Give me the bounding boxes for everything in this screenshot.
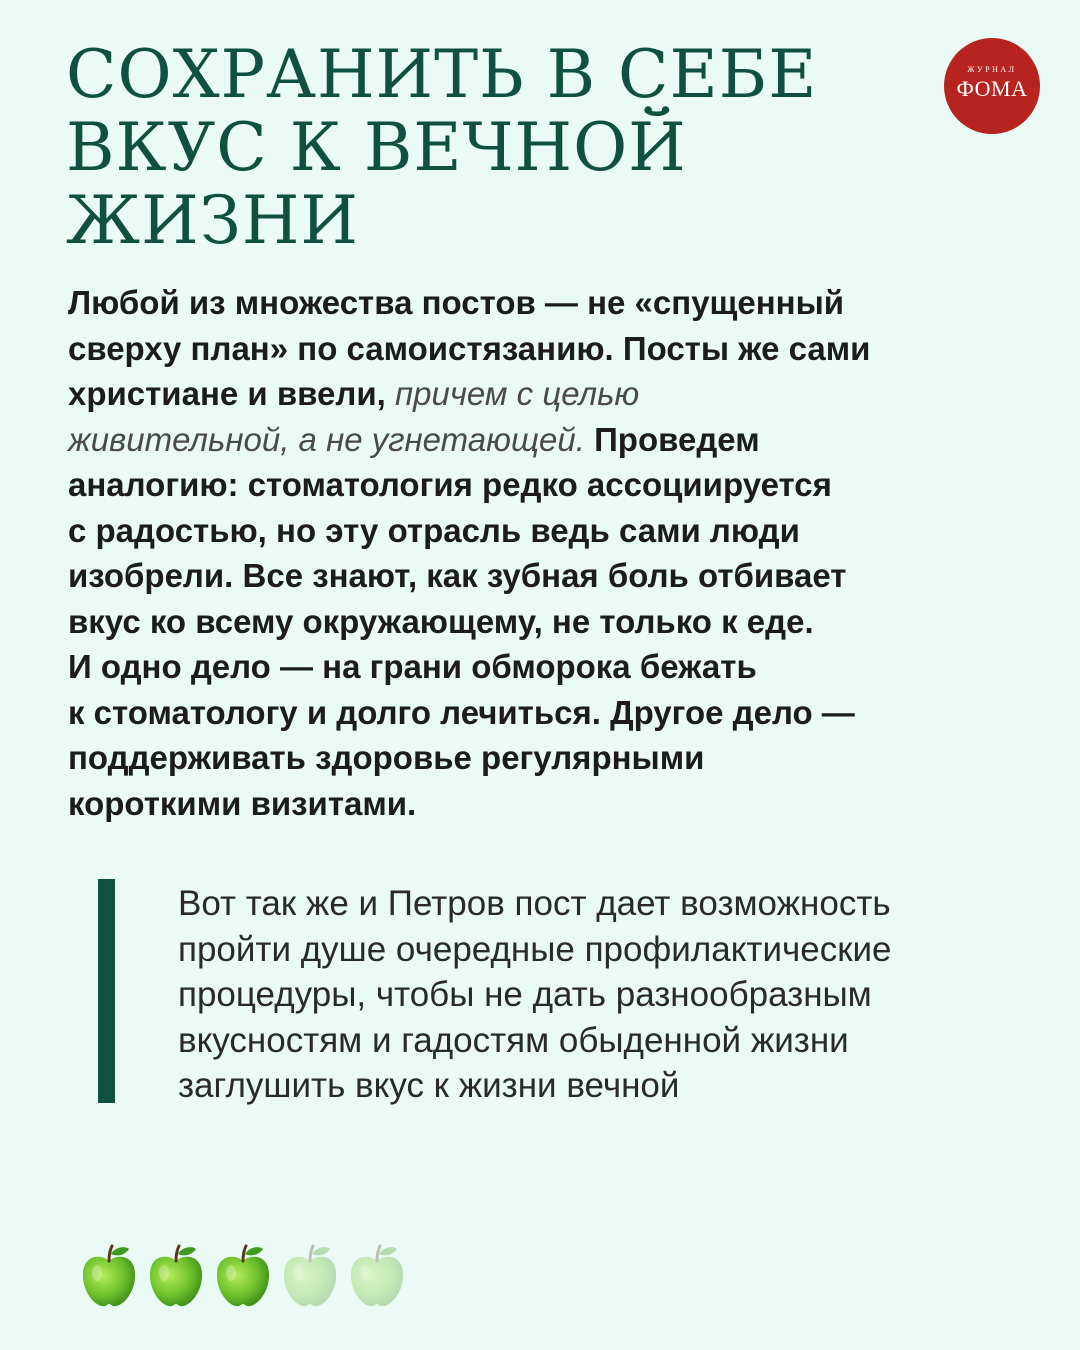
- logo-wordmark: ФОМА: [956, 76, 1028, 101]
- title-line: ВКУС К ВЕЧНОЙ: [66, 109, 687, 186]
- logo-caption: ЖУРНАЛ: [967, 65, 1017, 74]
- body-line: вкус ко всему окружающему, не только к еде.: [68, 602, 814, 640]
- body-text-italic: причем с целью: [394, 375, 640, 412]
- green-apple-icon: [147, 1243, 205, 1309]
- body-line: с радостью, но эту отрасль ведь сами люди: [68, 511, 800, 549]
- quote-line: пройти душе очередные профилактические: [178, 929, 892, 969]
- quote-line: Вот так же и Петров пост дает возможность: [178, 884, 891, 923]
- body-line: [68, 371, 1028, 417]
- title-line: ЖИЗНИ: [66, 182, 359, 259]
- pull-quote: [178, 881, 1038, 1109]
- body-line: Любой из множества постов — не «спущенный: [68, 284, 845, 321]
- foma-magazine-logo: [944, 38, 1040, 134]
- body-line: короткими визитами.: [68, 784, 417, 822]
- slide-progress-indicator: [80, 1243, 406, 1313]
- body-line: сверху план» по самоистязанию. Посты же сами: [68, 329, 871, 367]
- title-line: СОХРАНИТЬ В СЕБЕ: [66, 36, 818, 113]
- page-title: [66, 38, 886, 257]
- green-apple-icon: [281, 1243, 339, 1309]
- body-line: к стоматологу и долго лечиться. Другое дело —: [68, 693, 855, 731]
- body-line: И одно дело — на грани обморока бежать: [68, 648, 757, 685]
- green-apple-icon: [80, 1243, 138, 1309]
- quote-line: заглушить вкус к жизни вечной: [178, 1066, 680, 1105]
- quote-line: вкусностям и гадостям обыденной жизни: [178, 1020, 849, 1060]
- body-text-bold: Проведем: [584, 420, 760, 458]
- body-line: [68, 417, 1028, 463]
- quote-accent-bar: [98, 879, 115, 1103]
- quote-line: процедуры, чтобы не дать разнообразным: [178, 975, 872, 1014]
- body-line: аналогию: стоматология редко ассоциируется: [68, 466, 832, 503]
- body-text-bold: христиане и ввели,: [68, 375, 395, 412]
- body-line: поддерживать здоровье регулярными: [68, 739, 705, 776]
- body-line: изобрели. Все знают, как зубная боль отбивает: [68, 557, 847, 594]
- body-paragraph: [68, 280, 1028, 826]
- green-apple-icon: [348, 1243, 406, 1309]
- body-text-italic: живительной, а не угнетающей.: [68, 420, 585, 458]
- green-apple-icon: [214, 1243, 272, 1309]
